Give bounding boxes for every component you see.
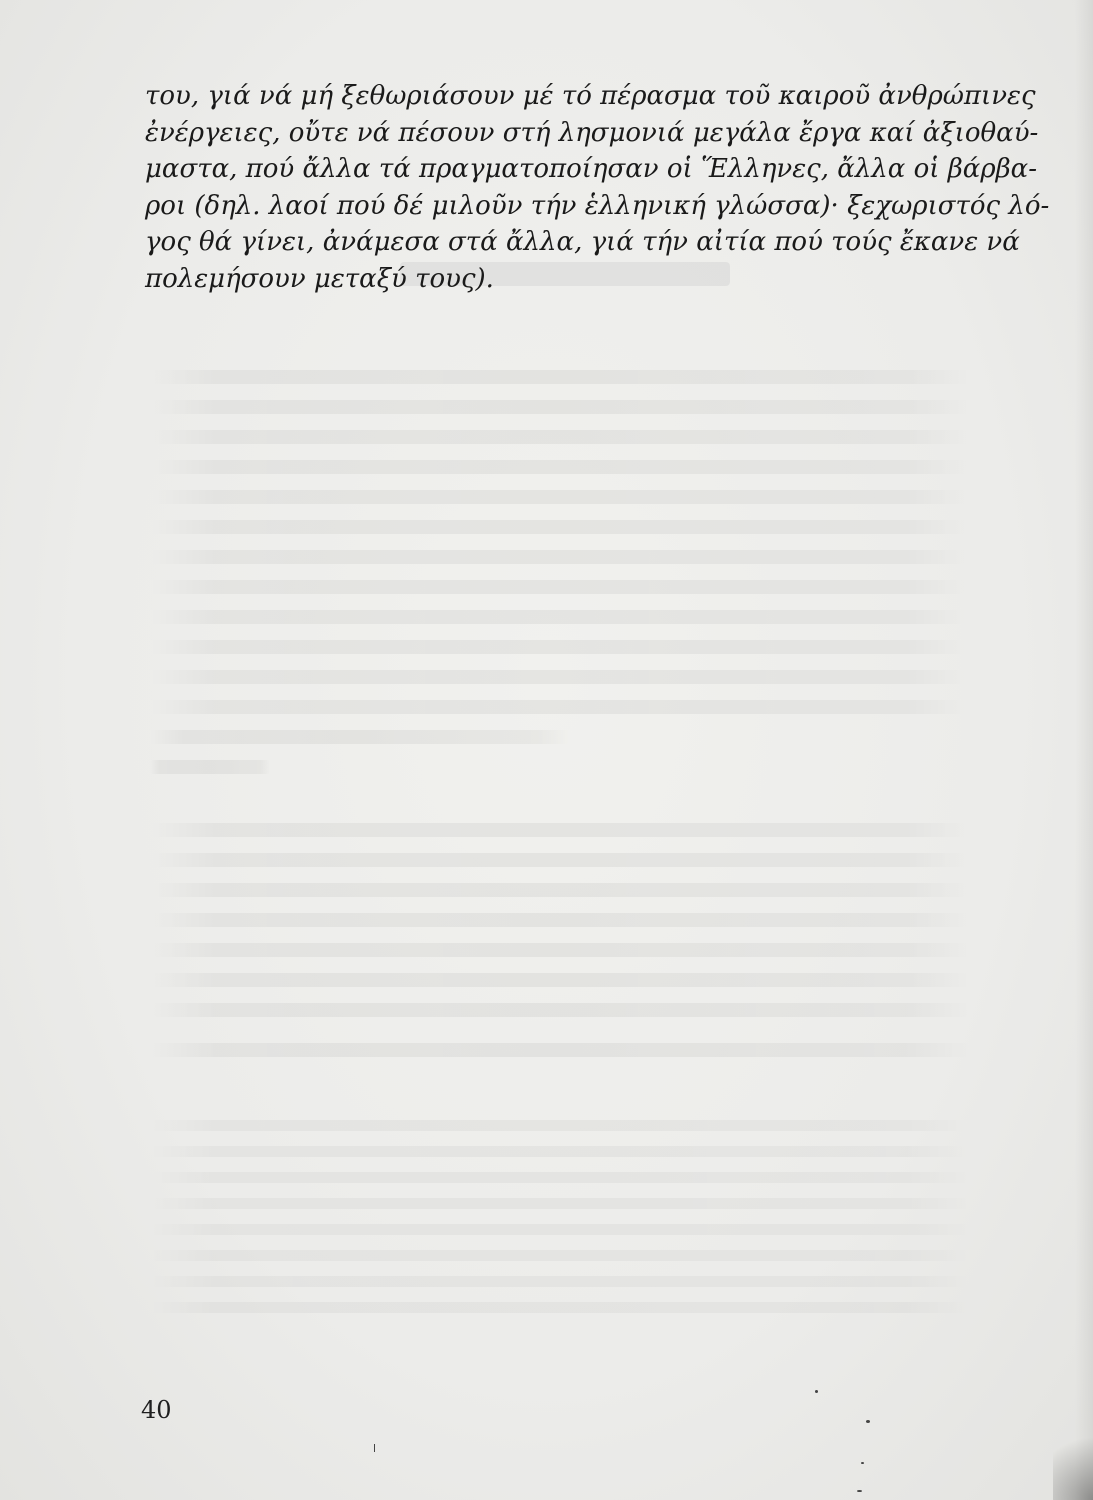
page-edge-shadow: [1075, 0, 1093, 1500]
text-line: του, γιά νά μή ξεθωριάσουν μέ τό πέρασμα τοῦ καιροῦ ἀνθρώπινες: [145, 81, 1036, 111]
text-line: πολεμήσουν μεταξύ τους).: [145, 263, 494, 294]
text-line: μαστα, πού ἄλλα τά πραγματοποίησαν οἱ Ἕλληνες, ἄλλα οἱ βάρβα-: [145, 154, 1037, 184]
page-number: 40: [141, 1396, 172, 1424]
text-line: γος θά γίνει, ἀνάμεσα στά ἄλλα, γιά τήν αἰτία πού τούς ἔκανε νά: [145, 227, 1020, 257]
text-line: ροι (δηλ. λαοί πού δέ μιλοῦν τήν ἑλληνική γλώσσα)· ξεχωριστός λό-: [145, 190, 1050, 221]
body-paragraph: [145, 78, 1050, 297]
text-line: ἐνέργειες, οὔτε νά πέσουν στή λησμονιά μεγάλα ἔργα καί ἀξιοθαύ-: [145, 117, 1039, 148]
page-corner-shadow: [1053, 1420, 1093, 1500]
